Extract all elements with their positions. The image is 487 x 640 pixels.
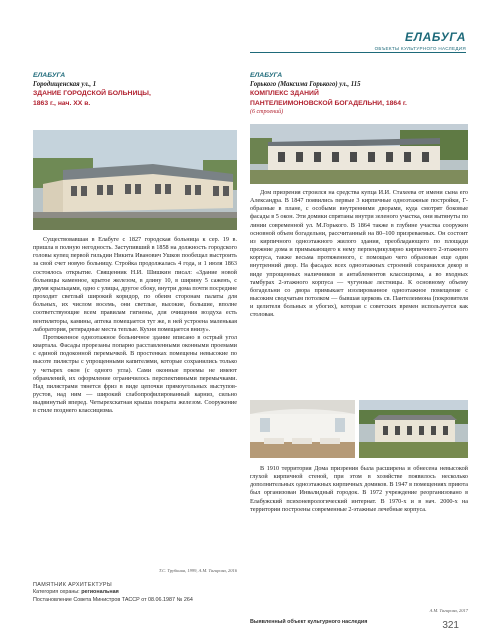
running-header (375, 30, 466, 51)
protection-category-value: региональная (81, 589, 119, 596)
left-address: Городищенская ул., 1 (33, 81, 97, 88)
right-photo-caption: А.М. Тагирова, 2017 (429, 608, 468, 613)
header-subtitle: ОБЪЕКТЫ КУЛЬТУРНОГО НАСЛЕДИЯ (374, 46, 466, 51)
almshouse-photo (250, 124, 468, 184)
left-city: ЕЛАБУГА (33, 72, 66, 79)
right-title-line2 (250, 100, 468, 108)
right-note: (6 строений) (250, 108, 284, 115)
protection-category-label: Категория охраны: (33, 589, 80, 596)
right-title-name: ПАНТЕЛЕИМОНОВСКОЙ БОГАДЕЛЬНИ, (250, 99, 384, 107)
left-year: 1863 г., нач. ХХ в. (33, 99, 91, 107)
right-year: 1864 г. (385, 99, 407, 107)
left-photo-caption: Т.С. Трубкина, 1999, А.М. Тагирова, 2016 (158, 568, 237, 573)
right-entry-heading (250, 72, 468, 115)
header-brand: ЕЛАБУГА (404, 30, 466, 44)
right-body-text-bottom (250, 465, 468, 514)
hospital-photo (33, 130, 237, 230)
right-paragraph: В 1910 территория Дома призрения была расширена и обнесена невысокой глухой кирпичной стеной, при этом в хозяйстве появилось несколько дополнительных одноэтажных кирпичных домиков. В 1947 в помещениях приюта был организован Инвалидный городок. В 1972 учреждение реорганизовано в Елабужский психоневрологический интернат. В 1970-х и в нач. 2000-х на территории построены современные 2-этажные лечебные корпуса. (250, 465, 468, 513)
church-interior-photo (250, 400, 355, 458)
left-entry-heading (33, 72, 237, 108)
left-body-text (33, 236, 237, 415)
courtyard-photo (359, 400, 468, 458)
page-number: 321 (442, 620, 459, 631)
right-address: Горького (Максима Горького) ул., 115 (250, 81, 361, 88)
left-paragraph: Протяженное одноэтажное больничное здание вписано в острый угол квартала. Фасады прорезаны попарно расставленными оконными проемами с единой подоконной перемычкой. В простенках помещены невысокие по высоте пилястры с упрощенными капителями, которые сохранились только у четырех окон (с одного угла). Сами оконные проемы не имеют обрамлений, их оформление ограничилось перспективными перемычками. Над пилястрами тянется фриз в виде цепочки прямоугольных выступов-рустов, над ним — широкий слабопрофилированный карниз, сильно выдвинутый вперед. Четырехскатная крыша покрыта железом. Сооружение в стиле позднего классицизма. (33, 333, 237, 415)
right-title-line1: КОМПЛЕКС ЗДАНИЙ (250, 90, 319, 97)
protection-category (33, 589, 193, 596)
header-rule (250, 52, 466, 53)
right-city: ЕЛАБУГА (250, 72, 283, 79)
monument-type: ПАМЯТНИК АРХИТЕКТУРЫ (33, 582, 113, 588)
left-paragraph: Существовавшая в Елабуге с 1827 городская больница к сер. 19 в. пришла в полную негодность. Заступивший в 1858 на должность городского головы купец первой гильдии Никита Иванович Ушков пообещал выстроить за свой счет новую больницу. Стройка продолжалась 4 года, и 1 июля 1863 состоялось открытие. Священник Н.И. Шишкин писал: «Здание новой больницы каменное, крытое железом, в длину 10, в ширину 5 саженъ, с двумя крыльцами, одно с улицы, другое сбоку, внутри дома почти посредине проходит светлый широкий коридор, по обеим сторонам палаты для больных, их числом восемь, они светлые, высокие, большие, вполне соответствующие всем правилам гигиены, для очищения воздуха есть вентиляторы, камины, аптека помещается тут же, в ней устроена маленькая лаборатория, ретирадные места теплые. Кухня помещается внизу». (33, 236, 237, 333)
right-body-text-top (250, 189, 468, 320)
left-title: ЗДАНИЕ ГОРОДСКОЙ БОЛЬНИЦЫ, (33, 90, 151, 97)
monument-info (33, 582, 193, 604)
decree: Постановление Совета Министров ТАССР от 08.06.1987 № 264 (33, 596, 193, 603)
object-kind: Выявленный объект культурного наследия (250, 619, 368, 625)
right-paragraph: Дом призрения строился на средства купца И.И. Стахеева от имени сына его Александра. В 1847 появились первые 3 кирпичные одноэтажные постройки, Г-образные в плане, с особыми внутренними дворами, куда смотрят боковые фасады в 5 окон. Эти домики спрятаны внутри зеленого участка, они вытянуты по линии современной ул. М.Горького. В 1864 также в глубине участка сооружен основной объем богадельни, рассчитанный на 80–100 призреваемых. Он состоит из кирпичного одноэтажного жилого здания, преобладающего по площади прежние дома и примыкающего к нему перпендикулярно кирпичного 2-этажного корпуса, также весьма протяженного, с помощью чего образован еще один внутренний двор. На фасадах всех одноэтажных строений сохранился декор в виде упрощенных наличников и антаблементов классицизма, а во входных тамбурах 2-этажного корпуса — чугунные лестницы. К основному объему богадельни со двора примыкает изолированное одноэтажное помещение с высоким сводчатым потолком — бывшая церковь св. Пантелеимона (покровителя и целителя больных и убогих), которая с советских времен используется как столовая. (250, 189, 468, 319)
